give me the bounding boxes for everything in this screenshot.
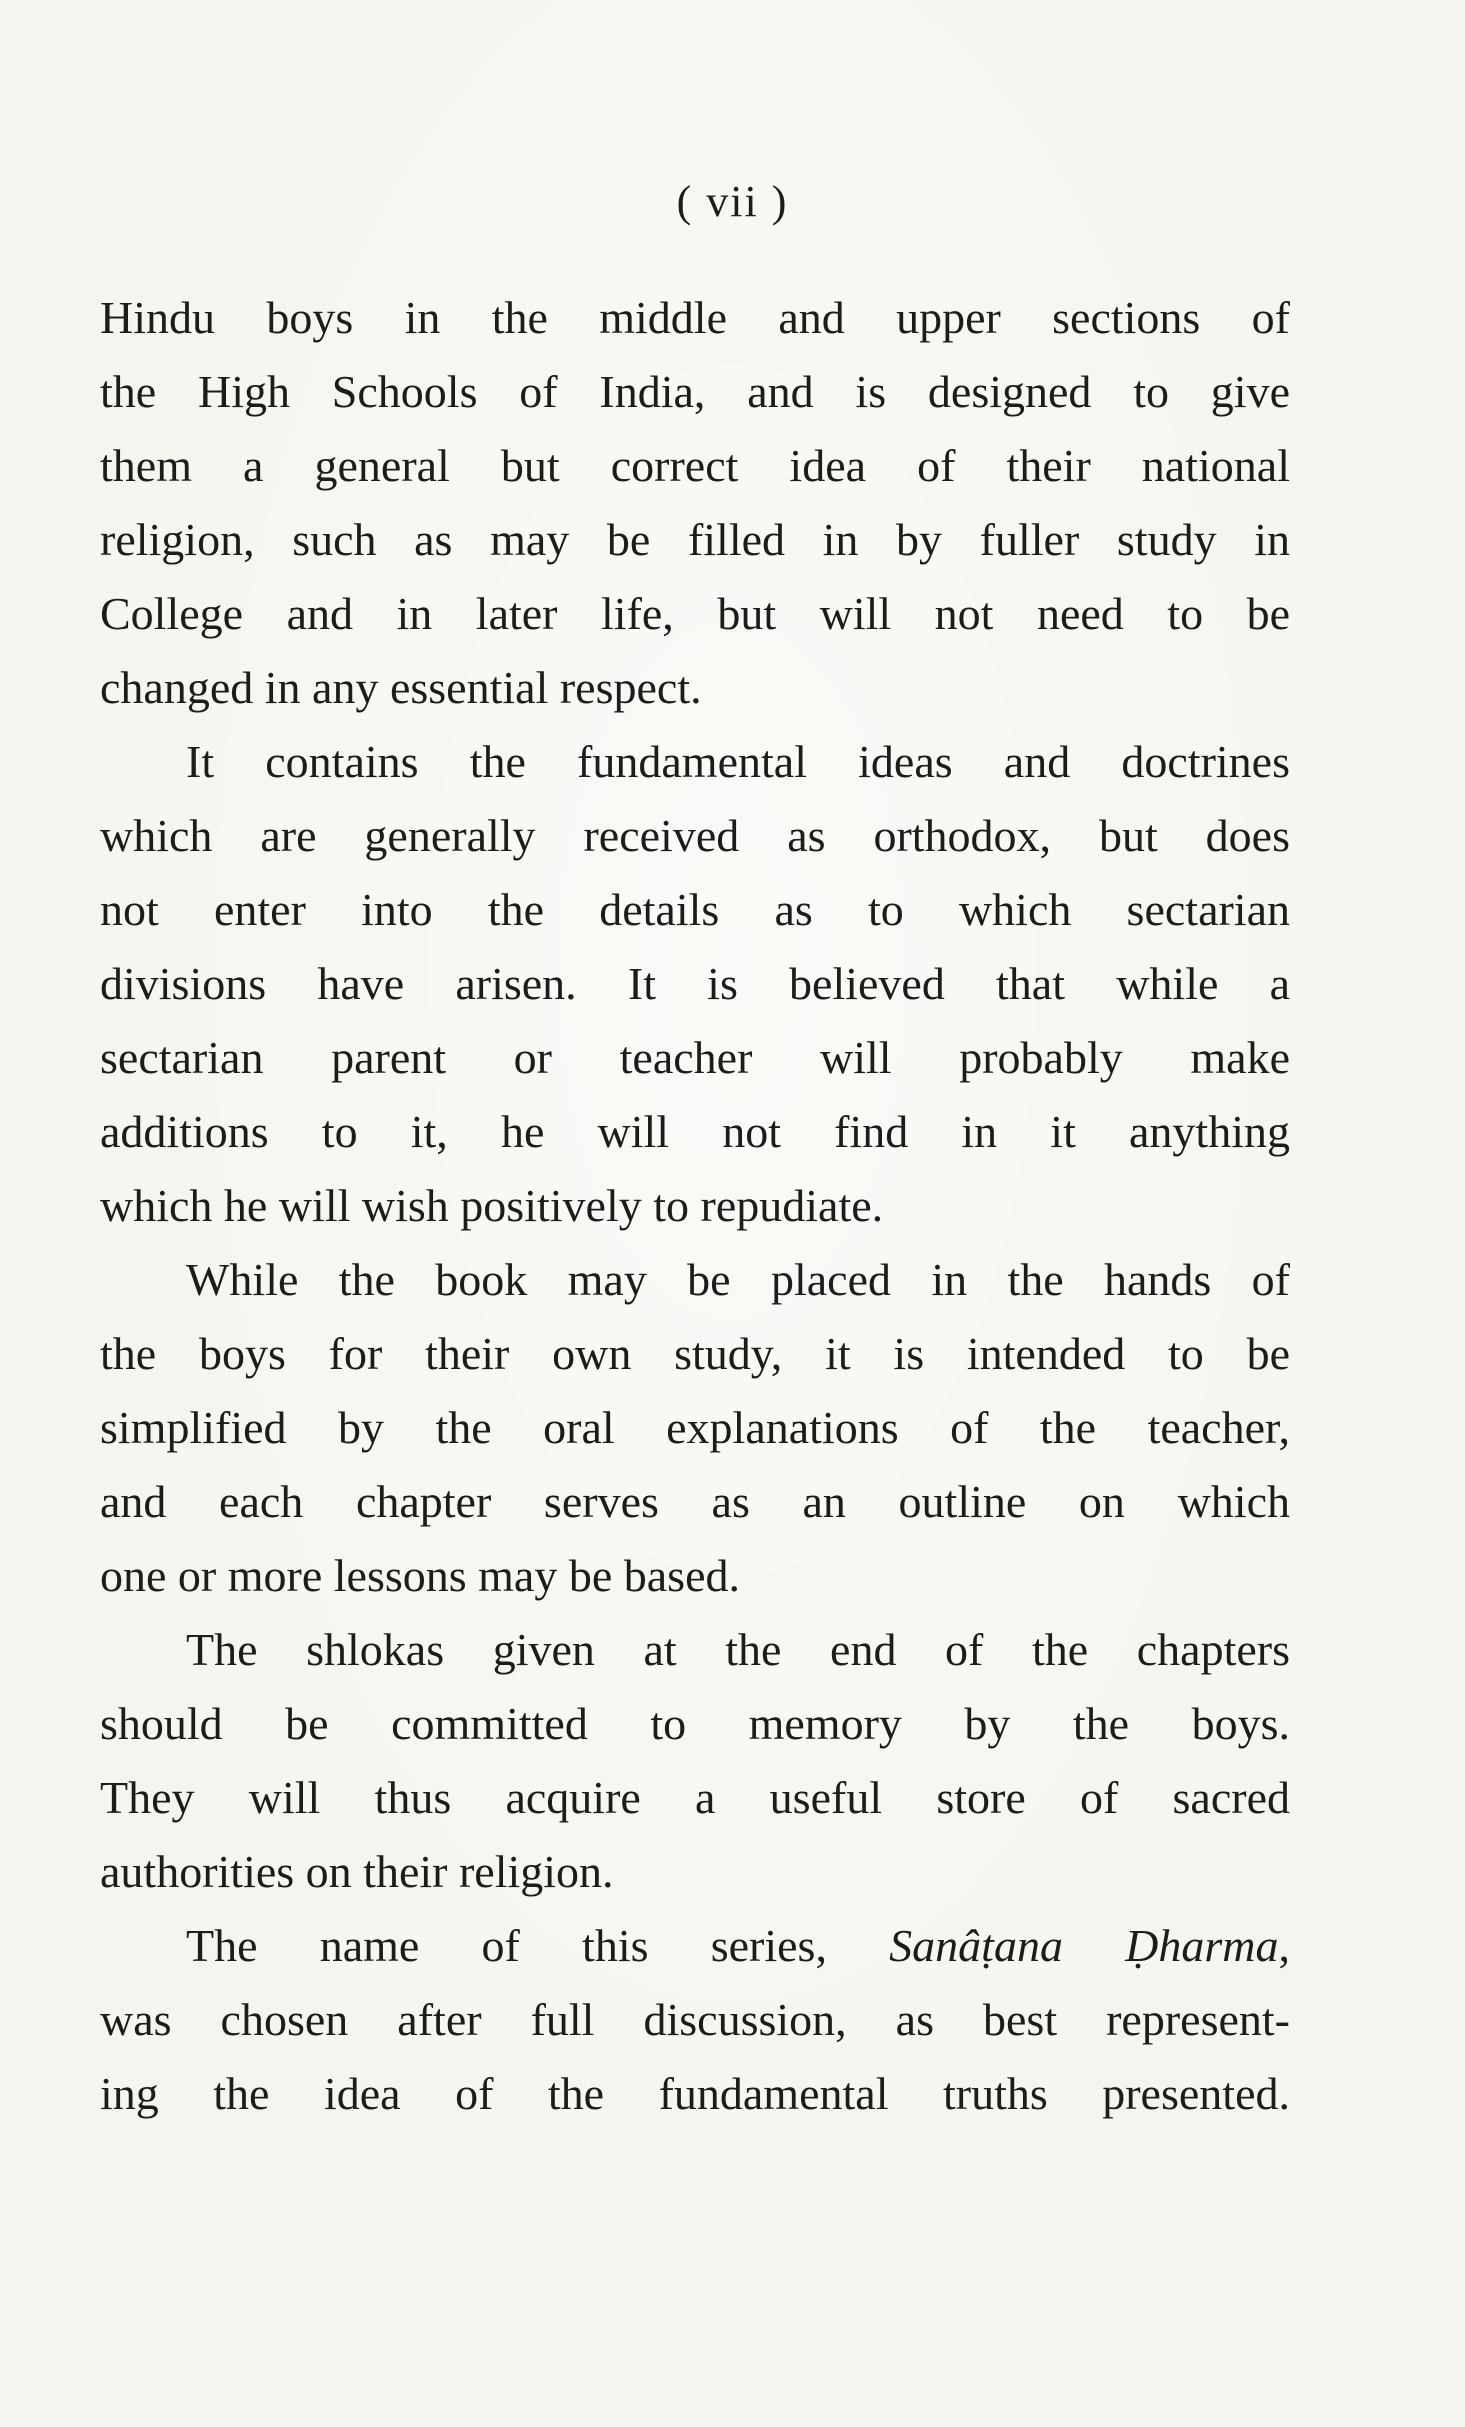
- text-line: [100, 1909, 1290, 1983]
- text-line: While the book may be placed in the hands of: [186, 1254, 1290, 1305]
- text-line: Hindu boys in the middle and upper sections of: [100, 292, 1290, 343]
- text-line: They will thus acquire a useful store of sacred: [100, 1772, 1290, 1823]
- paragraph-1: [100, 281, 1290, 725]
- text-line: religion, such as may be filled in by fuller study in: [100, 514, 1290, 565]
- text-line: simplified by the oral explanations of the teacher,: [100, 1402, 1290, 1453]
- paragraph-4: [100, 1613, 1290, 1909]
- text-line: which are generally received as orthodox, but does: [100, 810, 1290, 861]
- text-segment: ,: [1278, 1920, 1290, 1971]
- text-line: divisions have arisen. It is believed that while a: [100, 958, 1290, 1009]
- paragraph-2: [100, 725, 1290, 1243]
- paragraph-5: [100, 1909, 1290, 2131]
- text-line: was chosen after full discussion, as best represent-: [100, 1994, 1290, 2045]
- text-line: additions to it, he will not find in it anything: [100, 1106, 1290, 1157]
- text-line: and each chapter serves as an outline on which: [100, 1476, 1290, 1527]
- text-line: the boys for their own study, it is intended to be: [100, 1328, 1290, 1379]
- text-segment: The name of this series,: [186, 1920, 890, 1971]
- text-line: The shlokas given at the end of the chapters: [186, 1624, 1290, 1675]
- text-line: changed in any essential respect.: [100, 662, 702, 713]
- text-line: not enter into the details as to which sectarian: [100, 884, 1290, 935]
- text-line: sectarian parent or teacher will probably make: [100, 1032, 1290, 1083]
- paragraph-3: [100, 1243, 1290, 1613]
- text-line: which he will wish positively to repudiate.: [100, 1180, 884, 1231]
- text-line: one or more lessons may be based.: [100, 1550, 741, 1601]
- text-line: them a general but correct idea of their national: [100, 440, 1290, 491]
- text-line: It contains the fundamental ideas and doctrines: [186, 736, 1290, 787]
- series-name: Sanâṭana Ḍharma: [889, 1920, 1279, 1971]
- text-line: authorities on their religion.: [100, 1846, 614, 1897]
- text-line: ing the idea of the fundamental truths presented.: [100, 2068, 1290, 2119]
- page-number: ( vii ): [676, 177, 789, 226]
- text-line: the High Schools of India, and is designed to give: [100, 366, 1290, 417]
- text-line: should be committed to memory by the boys.: [100, 1698, 1290, 1749]
- text-line: College and in later life, but will not need to be: [100, 588, 1290, 639]
- body-text: [100, 281, 1290, 2131]
